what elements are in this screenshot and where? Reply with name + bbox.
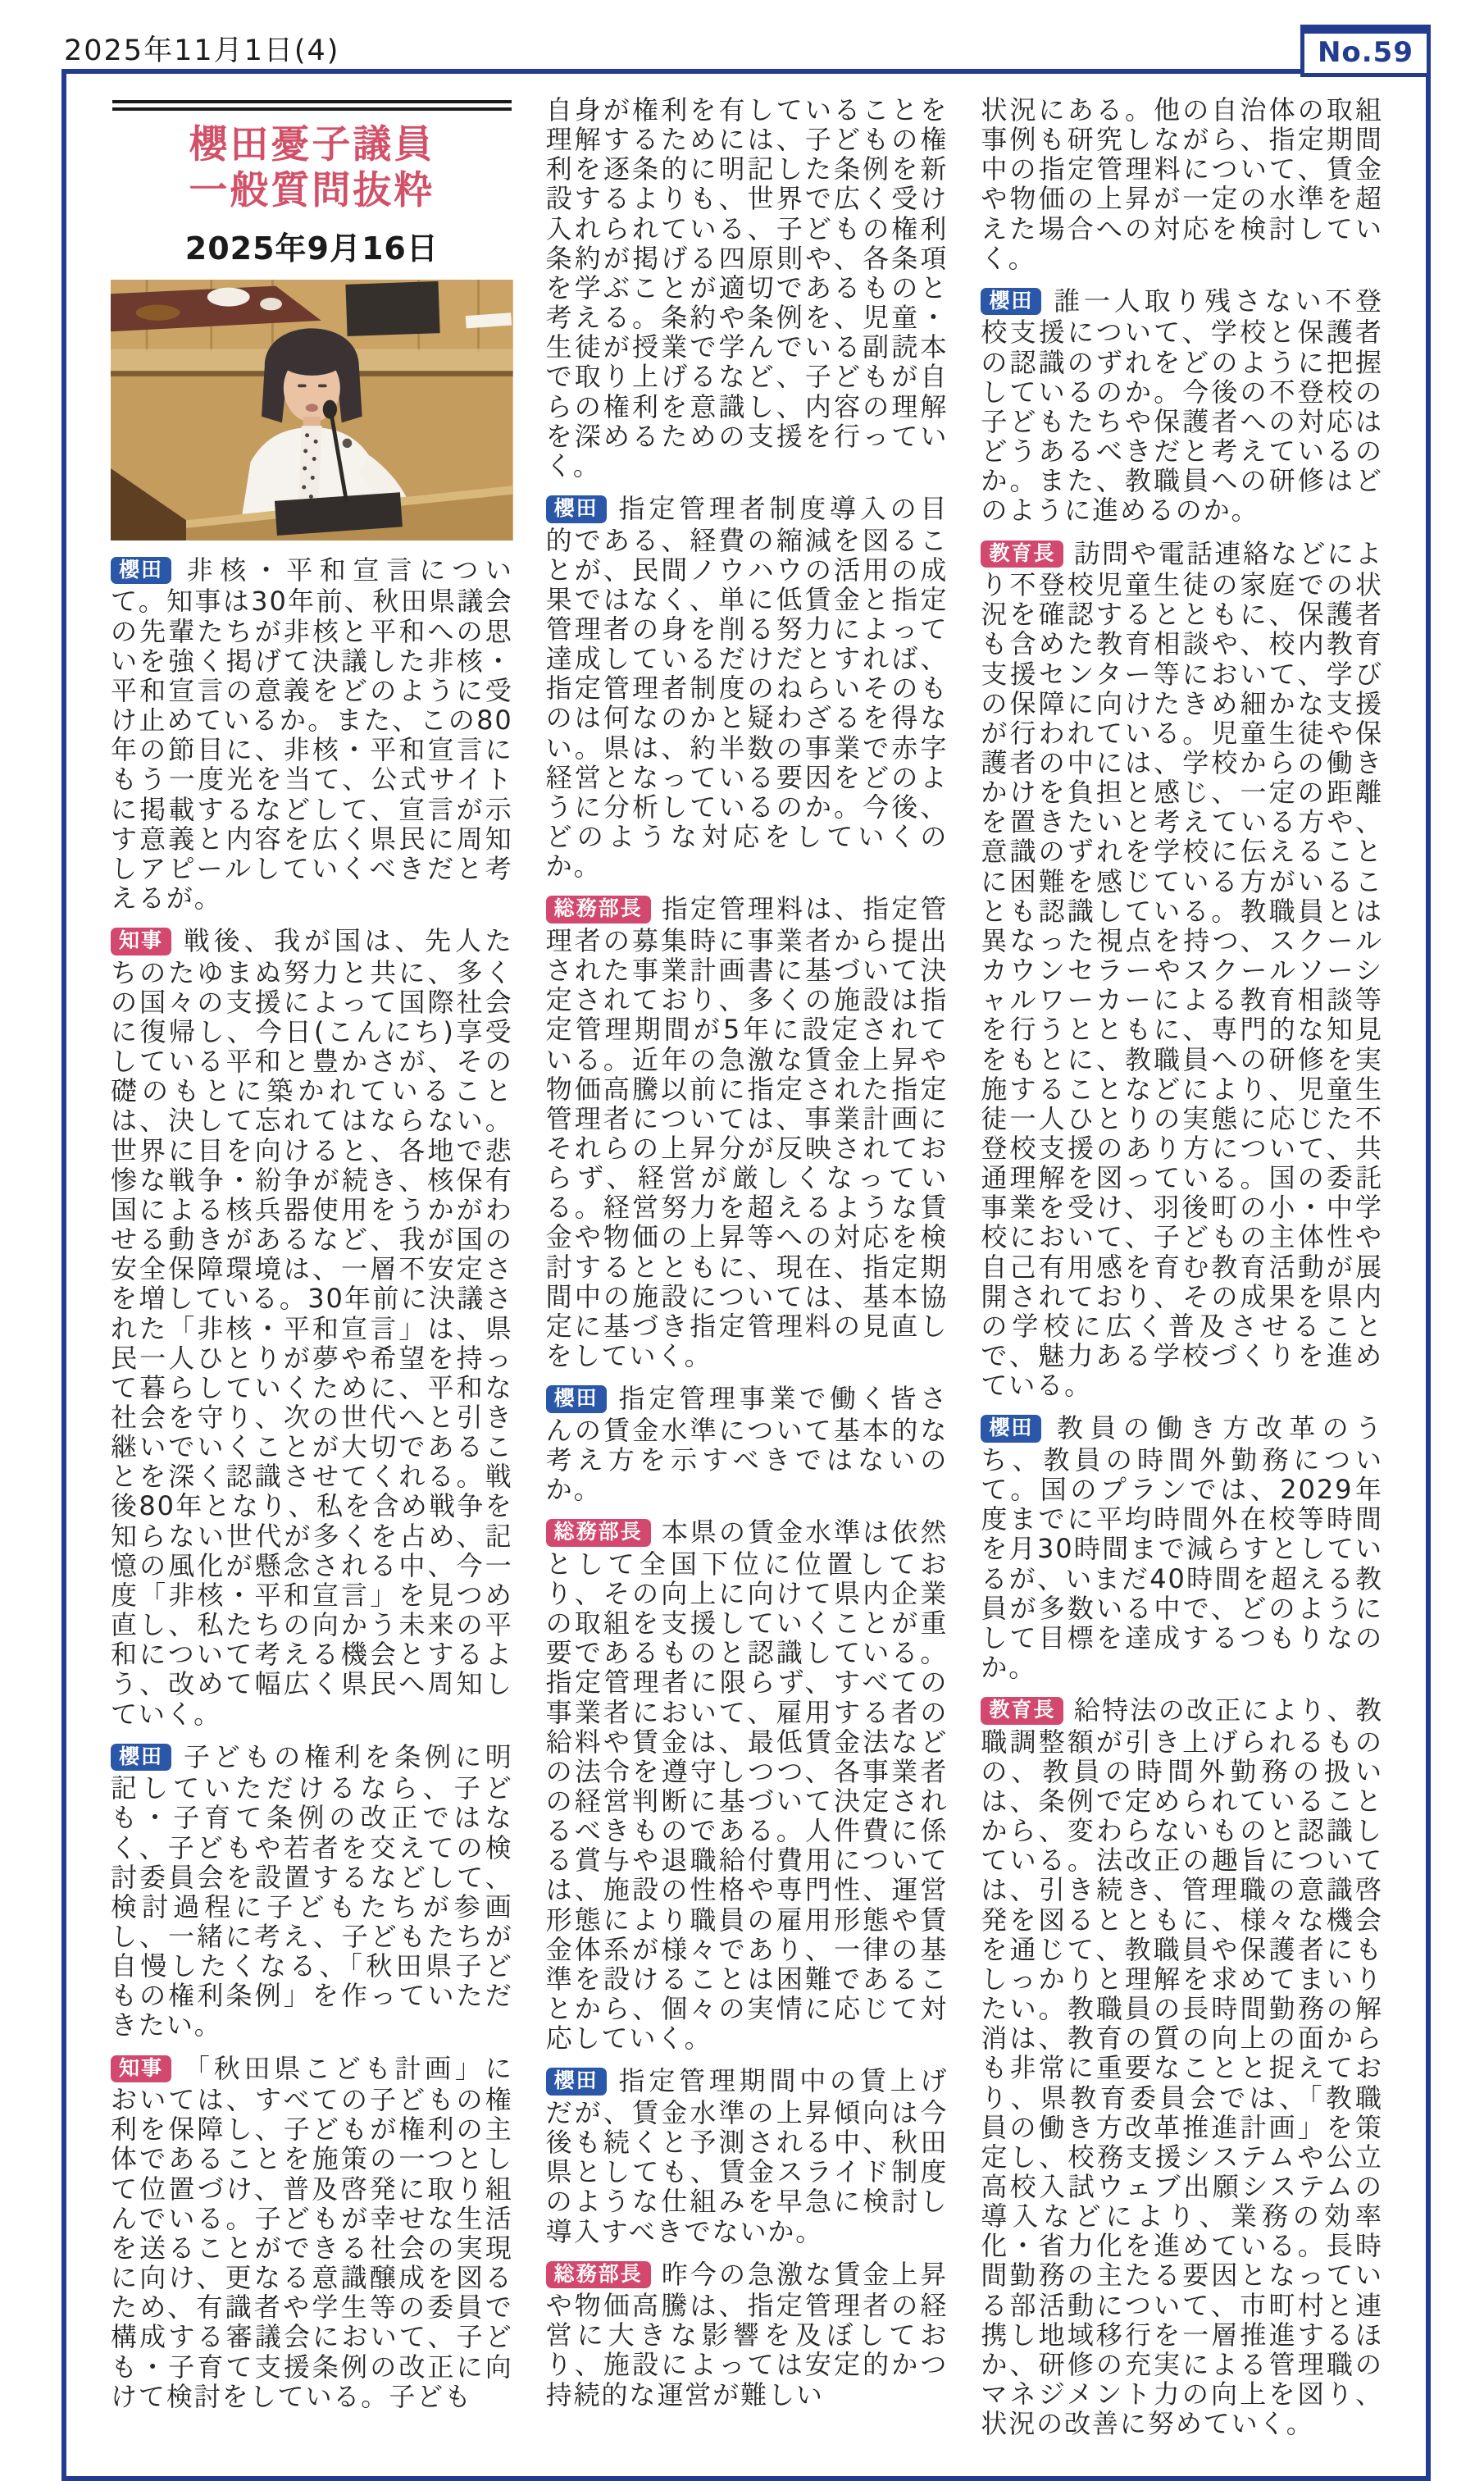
speech-paragraph — [546, 95, 949, 481]
paragraph-text: 給特法の改正により、教職調整額が引き上げられるものの、教員の時間外勤務の扱いは、条例で定められていることから、変わらないものと認識している。法改正の趣旨については、引き続き、管理職の意識啓発を図るとともに、様々な機会を通じて、教職員や保護者にもしっかりと理解を求めてまいりたい。教職員の長時間勤務の解消は、教育の質の向上の面からも非常に重要なことと捉えており、県教育委員会では、「教職員の働き方改革推進計画」を策定し、校務支援システムや公立高校入試ウェブ出願システムの導入などにより、業務の効率化・省力化を進めている。長時間勤務の主たる要因となっている部活動について、市町村と連携し地域移行を一層推進するほか、研修の充実による管理職のマネジメント力の向上を図り、状況の改善に努めていく。 — [981, 1694, 1383, 2440]
paragraph-text: 指定管理期間中の賃上げだが、賃金水準の上昇傾向は今後も続くと予測される中、秋田県としても、賃金スライド制度のような仕組みを早急に検討し導入すべきでないか。 — [545, 2065, 949, 2247]
speech-paragraph — [546, 2260, 949, 2410]
speaker-tag: 櫻田 — [546, 495, 607, 523]
speaker-tag: 櫻田 — [111, 557, 171, 585]
paragraph-text: 昨今の急激な賃金上昇や物価高騰は、指定管理者の経営に大きな影響を及ぼしており、施設によっては安定的かつ持続的な運営が難しい — [545, 2258, 949, 2410]
article-title-line1: 櫻田憂子議員 — [189, 122, 435, 167]
speaker-tag: 総務部長 — [546, 1519, 651, 1547]
paragraph-text: 指定管理者制度導入の目的である、経費の縮減を図ることが、民間ノウハウの活用の成果ではなく、単に低賃金と指定管理者の身を削る努力によって達成しているだけだとすれば、指定管理者制度のねらいそのものは何なのかと疑わざるを得ない。県は、約半数の事業で赤字経営となっている要因をどのように分析しているのか。今後、どのような対応をしていくのか。 — [545, 493, 949, 882]
speech-paragraph — [981, 1695, 1383, 2438]
speaker-tag: 知事 — [111, 928, 171, 955]
speech-paragraph — [546, 494, 949, 881]
issue-number-badge — [1300, 25, 1431, 77]
speaker-tag: 櫻田 — [111, 1744, 171, 1772]
paragraph-text: 非核・平和宣言について。知事は30年前、秋田県議会の先輩たちが非核と平和への思いを強く掲げて決議した非核・平和宣言の意義をどのように受け止めているか。また、この80年の節目に、非核・平和宣言にもう一度光を当て、公式サイトに掲載するなどして、宣言が示す意義と内容を広く県民に周知しアピールしていくべきだと考えるが。 — [111, 554, 513, 914]
speech-paragraph — [546, 2066, 949, 2246]
speaker-tag: 教育長 — [981, 540, 1063, 568]
speech-paragraph — [981, 539, 1383, 1401]
column-center — [546, 95, 949, 2423]
speaker-tag: 櫻田 — [981, 288, 1041, 316]
speech-paragraph — [111, 555, 513, 913]
speech-paragraph — [981, 286, 1383, 526]
speaker-tag: 教育長 — [981, 1697, 1063, 1725]
speaker-tag: 総務部長 — [546, 2261, 651, 2289]
speech-paragraph — [111, 926, 513, 1729]
paragraph-text: 教員の働き方改革のうち、教員の時間外勤務について。国のプランでは、2029年度までに平均時間外在校等時間を月30時間まで減らすとしているが、いまだ40時間を超える教員が多数いる中で、どのようにして目標を達成するつもりなのか。 — [981, 1412, 1383, 1683]
paragraph-text: 戦後、我が国は、先人たちのたゆまぬ努力と共に、多くの国々の支援によって国際社会に復帰し、今日(こんにち)享受している平和と豊かさが、その礎のもとに築かれていることは、決して忘れてはならない。世界に目を向けると、各地で悲惨な戦争・紛争が続き、核保有国による核兵器使用をうかがわせる動きがあるなど、我が国の安全保障環境は、一層不安定さを増している。30年前に決議された「非核・平和宣言」は、県民一人ひとりが夢や希望を持って暮らしていくために、平和な社会を守り、次の世代へと引き継いでいくことが大切であることを深く認識させてくれる。戦後80年となり、私を含め戦争を知らない世代が多くを占め、記憶の風化が懸念される中、今一度「非核・平和宣言」を見つめ直し、私たちの向かう未来の平和について考える機会とするよう、改めて幅広く県民へ周知していく。 — [111, 925, 513, 1730]
speaker-tag: 櫻田 — [981, 1415, 1041, 1443]
assembly-photo — [111, 280, 513, 540]
paragraph-text: 指定管理料は、指定管理者の募集時に事業者から提出された事業計画書に基づいて決定されており、多くの施設は指定管理期間が5年に設定されている。近年の急激な賃金上昇や物価高騰以前に指定された指定管理者については、事業計画にそれらの上昇分が反映されておらず、経営が厳しくなっている。経営努力を超えるような賃金や物価の上昇等への対応を検討するとともに、現在、指定期間中の施設については、基本協定に基づき指定管理料の見直しをしていく。 — [545, 893, 949, 1372]
article-header — [111, 100, 513, 540]
column-right — [981, 95, 1383, 2451]
paragraph-text: 本県の賃金水準は依然として全国下位に位置しており、その向上に向けて県内企業の取組を支援していくことが重要であるものと認識している。指定管理者に限らず、すべての事業者において、雇用する者の給料や賃金は、最低賃金法などの法令を遵守しつつ、各事業者の経営判断に基づいて決定されるべきものである。人件費に係る賞与や退職給付費用については、施設の性格や専門性、運営形態により職員の雇用形態や賃金体系が様々であり、一律の基準を設けることは困難であることから、個々の実情に応じて対応していく。 — [545, 1516, 949, 2055]
assembly-photo-graphic — [111, 280, 513, 540]
speaker-tag: 知事 — [111, 2055, 171, 2083]
article-title-line2: 一般質問抜粋 — [189, 168, 435, 214]
paragraph-text: 指定管理事業で働く皆さんの賃金水準について基本的な考え方を示すべきではないのか。 — [545, 1383, 949, 1506]
speech-paragraph — [546, 1517, 949, 2053]
decorative-double-rule — [112, 100, 512, 111]
page-header — [0, 0, 1484, 69]
speaker-tag: 櫻田 — [546, 1385, 607, 1413]
speech-paragraph — [546, 1384, 949, 1504]
speech-paragraph — [981, 95, 1383, 273]
paragraph-text: 状況にある。他の自治体の取組事例も研究しながら、指定期間中の指定管理料について、賃金や物価の上昇が一定の水準を超えた場合への対応を検討していく。 — [981, 94, 1383, 274]
speaker-tag: 総務部長 — [546, 896, 651, 924]
publication-date: 2025年11月1日(4) — [64, 34, 340, 67]
paragraph-text: 「秋田県こども計画」においては、すべての子どもの権利を保障し、子どもが権利の主体であることを施策の一つとして位置づけ、普及啓発に取り組んでいる。子どもが幸せな生活を送ることができる社会の実現に向け、更なる意識醸成を図るため、有識者や学生等の委員で構成する審議会において、子ども・子育て支援条例の改正に向けて検討をしている。子ども — [111, 2052, 513, 2412]
session-date: 2025年9月16日 — [184, 230, 439, 267]
paragraph-text: 子どもの権利を条例に明記していただけるなら、子ども・子育て条例の改正ではなく、子どもや若者を交えての検討委員会を設置するなどして、検討過程に子どもたちが参画し、一緒に考え、子どもたちが自慢したくなる、「秋田県子どもの権利条例」を作っていただきたい。 — [111, 1740, 513, 2041]
article-title — [111, 122, 513, 215]
paragraph-text: 誰一人取り残さない不登校支援について、学校と保護者の認識のずれをどのように把握しているのか。今後の不登校の子どもたちや保護者への対応はどうあるべきだと考えているのか。また、教職員への研修はどのように進めるのか。 — [981, 285, 1383, 527]
paragraph-text: 自身が権利を有していることを理解するためには、子どもの権利を逐条的に明記した条例を新設するよりも、世界で広く受け入れられている、子どもの権利条約が掲げる四原則や、各条項を学ぶことが適切であるものと考える。条約や条例を、児童・生徒が授業で学んでいる副読本で取り上げるなど、子どもが自らの権利を意識し、内容の理解を深めるための支援を行っていく。 — [545, 94, 949, 481]
speaker-tag: 櫻田 — [546, 2068, 607, 2096]
paragraph-text: 訪問や電話連絡などにより不登校児童生徒の家庭での状況を確認するとともに、保護者も含めた教育相談や、校内教育支援センター等において、学びの保障に向けたきめ細かな支援が行われている。児童生徒や保護者の中には、学校からの働きかけを負担と感じ、一定の距離を置きたいと考えている方や、意識のずれを学校に伝えることに困難を感じている方がいることも認識している。教職員とは異なった視点を持つ、スクールカウンセラーやスクールソーシャルワーカーによる教育相談等を行うとともに、専門的な知見をもとに、教職員への研修を実施することなどにより、児童生徒一人ひとりの実態に応じた不登校支援のあり方について、共通理解を図っている。国の委託事業を受け、羽後町の小・中学校において、子どもの主体性や自己有用感を育む教育活動が展開されており、その成果を県内の学校に広く普及させることで、魅力ある学校づくりを進めている。 — [981, 537, 1383, 1402]
speech-paragraph — [111, 1742, 513, 2041]
speech-paragraph — [981, 1413, 1383, 1682]
speech-paragraph — [546, 894, 949, 1370]
speech-paragraph — [111, 2054, 513, 2411]
column-left — [111, 95, 513, 2424]
issue-number-label: No.59 — [1317, 36, 1413, 69]
